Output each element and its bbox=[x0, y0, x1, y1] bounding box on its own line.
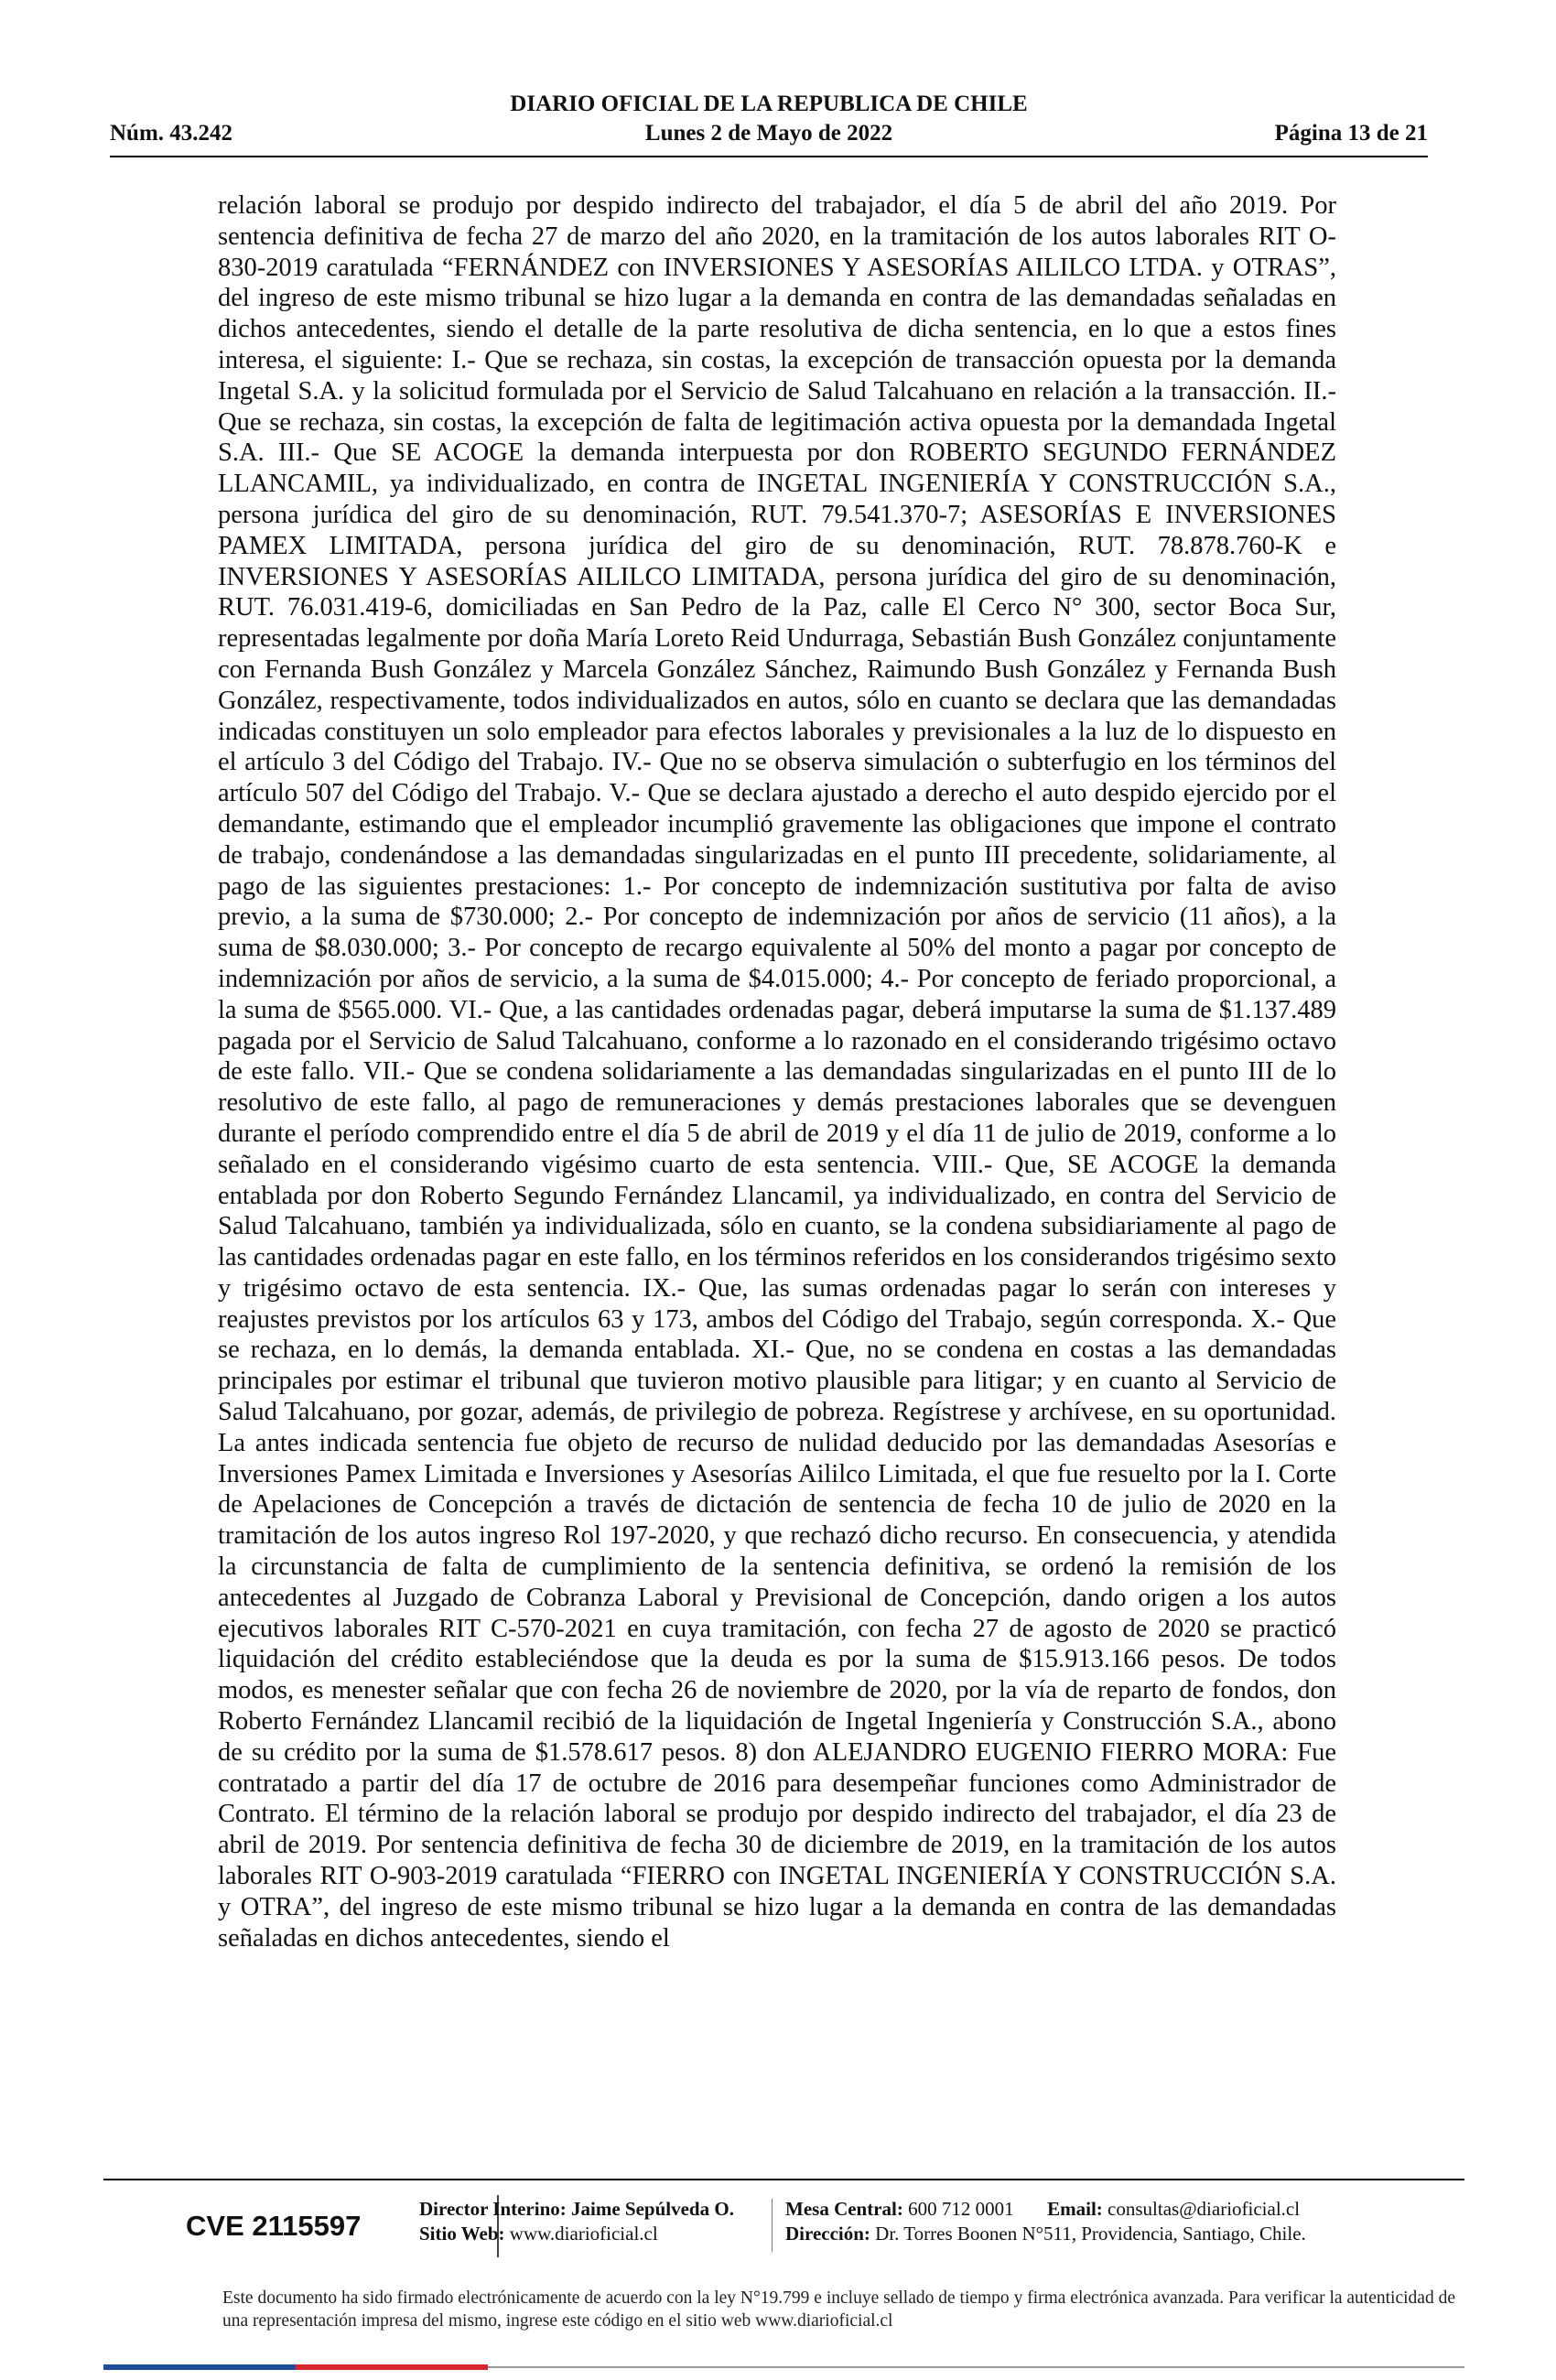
flag-color-bar bbox=[103, 2364, 488, 2370]
footer-contact-left bbox=[419, 2197, 734, 2246]
cve-code: CVE 2115597 bbox=[186, 2195, 499, 2257]
phone-label: Mesa Central: bbox=[785, 2198, 903, 2220]
phone-value: 600 712 0001 bbox=[908, 2198, 1014, 2220]
director-line bbox=[419, 2197, 734, 2222]
address-value: Dr. Torres Boonen N°511, Providencia, Santiago, Chile. bbox=[875, 2223, 1306, 2245]
flag-bar-line bbox=[488, 2366, 1464, 2368]
website-label: Sitio Web: bbox=[419, 2223, 505, 2245]
director-name: Jaime Sepúlveda O. bbox=[571, 2198, 734, 2220]
phone-email-line bbox=[785, 2197, 1306, 2222]
footer-contact-right bbox=[785, 2197, 1306, 2246]
issue-number: Núm. 43.242 bbox=[110, 121, 233, 146]
header-divider bbox=[110, 156, 1428, 157]
publication-title: DIARIO OFICIAL DE LA REPUBLICA DE CHILE bbox=[510, 92, 1028, 116]
address-line bbox=[785, 2222, 1306, 2246]
website-line bbox=[419, 2222, 734, 2246]
page-header bbox=[110, 92, 1428, 156]
page-footer bbox=[103, 2179, 1464, 2380]
issue-date: Lunes 2 de Mayo de 2022 bbox=[644, 121, 893, 146]
email-label: Email: bbox=[1047, 2198, 1103, 2220]
website-link[interactable]: www.diarioficial.cl bbox=[509, 2223, 658, 2245]
address-label: Dirección: bbox=[785, 2223, 870, 2245]
email-link[interactable]: consultas@diarioficial.cl bbox=[1108, 2198, 1301, 2220]
body-text: relación laboral se produjo por despido indirecto del trabajador, el día 5 de abril del año 2019. Por sentencia definitiva de fecha 27 de marzo del año 2020, en la tramitación de los autos laborales RIT O-830-2019 caratulada “FERNÁNDEZ con INVERSIONES Y ASESORÍAS AILILCO LTDA. y OTRAS”, del ingreso de este mismo tribunal se hizo lugar a la demanda en contra de las demandadas señaladas en dichos antecedentes, siendo el detalle de la parte resolutiva de dicha sentencia, en lo que a estos fines interesa, el siguiente: I.- Que se rechaza, sin costas, la excepción de transacción opuesta por la demanda Ingetal S.A. y la solicitud formulada por el Servicio de Salud Talcahuano en relación a la transacción. II.- Que se rechaza, sin costas, la excepción de falta de legitimación activa opuesta por la demandada Ingetal S.A. III.- Que SE ACOGE la demanda interpuesta por don ROBERTO SEGUNDO FERNÁNDEZ LLANCAMIL, ya individualizado, en contra de INGETAL INGENIERÍA Y CONSTRUCCIÓN S.A., persona jurídica del giro de su denominación, RUT. 79.541.370-7; ASESORÍAS E INVERSIONES PAMEX LIMITADA, persona jurídica del giro de su denominación, RUT. 78.878.760-K e INVERSIONES Y ASESORÍAS AILILCO LIMITADA, persona jurídica del giro de su denominación, RUT. 76.031.419-6, domiciliadas en San Pedro de la Paz, calle El Cerco N° 300, sector Boca Sur, representadas legalmente por doña María Loreto Reid Undurraga, Sebastián Bush González conjuntamente con Fernanda Bush González y Marcela González Sánchez, Raimundo Bush González y Fernanda Bush González, respectivamente, todos individualizados en autos, sólo en cuanto se declara que las demandadas indicadas constituyen un solo empleador para efectos laborales y previsionales a la luz de lo dispuesto en el artículo 3 del Código del Trabajo. IV.- Que no se observa simulación o subterfugio en los términos del artículo 507 del Código del Trabajo. V.- Que se declara ajustado a derecho el auto despido ejercido por el demandante, estimando que el empleador incumplió gravemente las obligaciones que impone el contrato de trabajo, condenándose a las demandadas singularizadas en el punto III precedente, solidariamente, al pago de las siguientes prestaciones: 1.- Por concepto de indemnización sustitutiva por falta de aviso previo, a la suma de $730.000; 2.- Por concepto de indemnización por años de servicio (11 años), a la suma de $8.030.000; 3.- Por concepto de recargo equivalente al 50% del monto a pagar por concepto de indemnización por años de servicio, a la suma de $4.015.000; 4.- Por concepto de feriado proporcional, a la suma de $565.000. VI.- Que, a las cantidades ordenadas pagar, deberá imputarse la suma de $1.137.489 pagada por el Servicio de Salud Talcahuano, conforme a lo razonado en el considerando trigésimo octavo de este fallo. VII.- Que se condena solidariamente a las demandadas singularizadas en el punto III de lo resolutivo de este fallo, al pago de remuneraciones y demás prestaciones laborales que se devenguen durante el período comprendido entre el día 5 de abril de 2019 y el día 11 de julio de 2019, conforme a lo señalado en el considerando vigésimo cuarto de esta sentencia. VIII.- Que, SE ACOGE la demanda entablada por don Roberto Segundo Fernández Llancamil, ya individualizado, en contra del Servicio de Salud Talcahuano, también ya individualizada, sólo en cuanto, se la condena subsidiariamente al pago de las cantidades ordenadas pagar en este fallo, en los términos referidos en los considerandos trigésimo sexto y trigésimo octavo de esta sentencia. IX.- Que, las sumas ordenadas pagar lo serán con intereses y reajustes previstos por los artículos 63 y 173, ambos del Código del Trabajo, según corresponda. X.- Que se rechaza, en lo demás, la demanda entablada. XI.- Que, no se condena en costas a las demandadas principales por estimar el tribunal que tuvieron motivo plausible para litigar; y en cuanto al Servicio de Salud Talcahuano, por gozar, además, de privilegio de pobreza. Regístrese y archívese, en su oportunidad. La antes indicada sentencia fue objeto de recurso de nulidad deducido por las demandadas Asesorías e Inversiones Pamex Limitada e Inversiones y Asesorías Aililco Limitada, el que fue resuelto por la I. Corte de Apelaciones de Concepción a través de dictación de sentencia de fecha 10 de julio de 2020 en la tramitación de los autos ingreso Rol 197-2020, y que rechazó dicho recurso. En consecuencia, y atendida la circunstancia de falta de cumplimiento de la sentencia definitiva, se ordenó la remisión de los antecedentes al Juzgado de Cobranza Laboral y Previsional de Concepción, dando origen a los autos ejecutivos laborales RIT C-570-2021 en cuya tramitación, con fecha 27 de agosto de 2020 se practicó liquidación del crédito estableciéndose que la deuda es por la suma de $15.913.166 pesos. De todos modos, es menester señalar que con fecha 26 de noviembre de 2020, por la vía de reparto de fondos, don Roberto Fernández Llancamil recibió de la liquidación de Ingetal Ingeniería y Construcción S.A., abono de su crédito por la suma de $1.578.617 pesos. 8) don ALEJANDRO EUGENIO FIERRO MORA: Fue contratado a partir del día 17 de octubre de 2016 para desempeñar funciones como Administrador de Contrato. El término de la relación laboral se produjo por despido indirecto del trabajador, el día 23 de abril de 2019. Por sentencia definitiva de fecha 30 de diciembre de 2019, en la tramitación de los autos laborales RIT O-903-2019 caratulada “FIERRO con INGETAL INGENIERÍA Y CONSTRUCCIÓN S.A. y OTRA”, del ingreso de este mismo tribunal se hizo lugar a la demanda en contra de las demandadas señaladas en dichos antecedentes, siendo el bbox=[218, 191, 1336, 1953]
director-label: Director Interino: bbox=[419, 2198, 567, 2220]
page-number: Página 13 de 21 bbox=[1274, 121, 1428, 146]
signature-disclaimer: Este documento ha sido firmado electrónicamente de acuerdo con la ley N°19.799 e incluye sellado de tiempo y firma electrónica avanzada. Para verificar la autenticidad de una representación impresa del mismo, ingrese este código en el sitio web www.diarioficial.cl bbox=[222, 2288, 1455, 2331]
footer-separator bbox=[772, 2199, 773, 2252]
flag-red-segment bbox=[296, 2364, 488, 2370]
flag-blue-segment bbox=[103, 2364, 296, 2370]
